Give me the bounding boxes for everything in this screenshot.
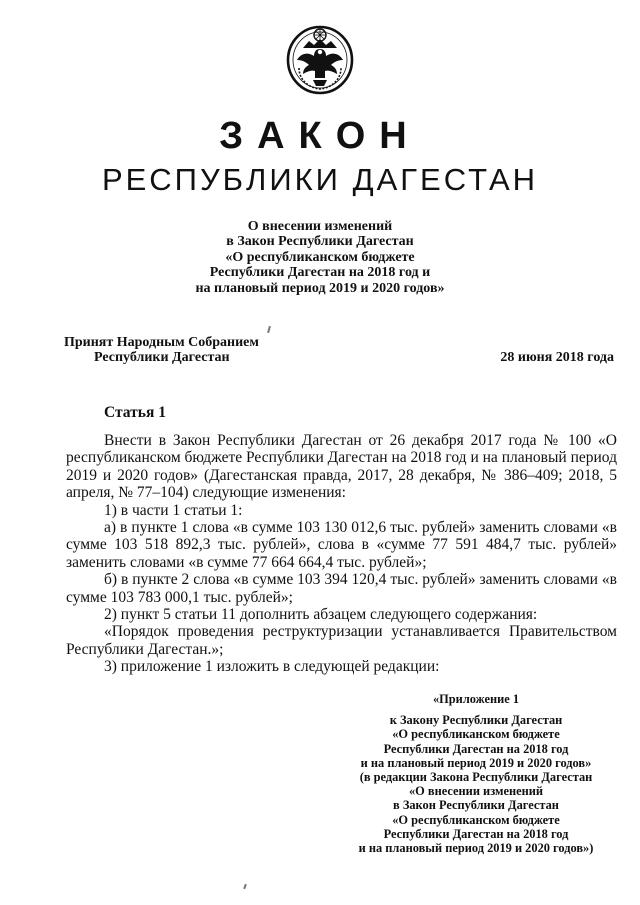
scan-speck	[243, 884, 247, 889]
appendix-line: «О республиканском бюджете	[392, 812, 560, 827]
coat-of-arms-icon	[285, 22, 355, 96]
subject-line: Республики Дагестан на 2018 год и	[209, 265, 431, 281]
appendix-line: в Закон Республики Дагестан	[393, 798, 559, 813]
article-heading: Статья 1	[104, 404, 166, 421]
article-paragraph: «Порядок проведения реструктуризации устанавливается Правительством Республики Дагестан.»;	[66, 623, 617, 658]
scan-speck	[267, 326, 271, 333]
subject-line: в Закон Республики Дагестан	[226, 234, 414, 250]
adoption-line: Республики Дагестан	[94, 350, 230, 365]
law-subtitle: РЕСПУБЛИКИ ДАГЕСТАН	[101, 162, 539, 197]
appendix-line: к Закону Республики Дагестан	[389, 713, 563, 728]
appendix-line: Республики Дагестан на 2018 год	[383, 741, 569, 756]
appendix-line: (в редакции Закона Республики Дагестан	[359, 770, 593, 785]
appendix-line: и на плановый период 2019 и 2020 годов»	[360, 755, 592, 770]
law-title: ЗАКОН	[219, 115, 421, 157]
appendix-header	[322, 692, 630, 855]
adoption-block	[64, 335, 259, 365]
subject-line: «О республиканском бюджете	[225, 249, 415, 265]
article-paragraph: 2) пункт 5 статьи 11 дополнить абзацем следующего содержания:	[104, 606, 538, 624]
article-paragraph: б) в пункте 2 слова «в сумме 103 394 120,4 тыс. рублей» заменить словами «в сумме 103 783 000,1 тыс. рублей»;	[66, 571, 617, 606]
adoption-line: Принят Народным Собранием	[64, 335, 259, 350]
law-subject	[140, 219, 500, 296]
appendix-line: «О республиканском бюджете	[392, 727, 560, 742]
appendix-line: «О внесении изменений	[408, 784, 544, 799]
subject-line: на плановый период 2019 и 2020 годов»	[195, 280, 445, 296]
appendix-line: Республики Дагестан на 2018 год	[383, 826, 569, 841]
appendix-line: «Приложение 1	[432, 692, 520, 706]
adoption-date: 28 июня 2018 года	[500, 350, 614, 365]
appendix-line: и на плановый период 2019 и 2020 годов»)	[358, 841, 594, 856]
article-paragraph: 3) приложение 1 изложить в следующей редакции:	[104, 658, 440, 676]
article-body	[66, 432, 617, 676]
article-paragraph: 1) в части 1 статьи 1:	[104, 501, 243, 519]
subject-line: О внесении изменений	[247, 219, 393, 234]
article-paragraph: Внести в Закон Республики Дагестан от 26 декабря 2017 года № 100 «О республиканском бюджете Республики Дагестан на 2018 год и на плановый период 2019 и 2020 годов» (Дагестанская правда, 2017, 28 декабря, № 386–409; 2018, 5 апреля, № 77–104) следующие изменения:	[66, 432, 617, 502]
article-paragraph: а) в пункте 1 слова «в сумме 103 130 012,6 тыс. рублей» заменить словами «в сумме 103 518 892,3 тыс. рублей», слова в «сумме 77 591 484,7 тыс. рублей» заменить словами «в сумме 77 664 664,4 тыс. рублей»;	[66, 519, 617, 571]
